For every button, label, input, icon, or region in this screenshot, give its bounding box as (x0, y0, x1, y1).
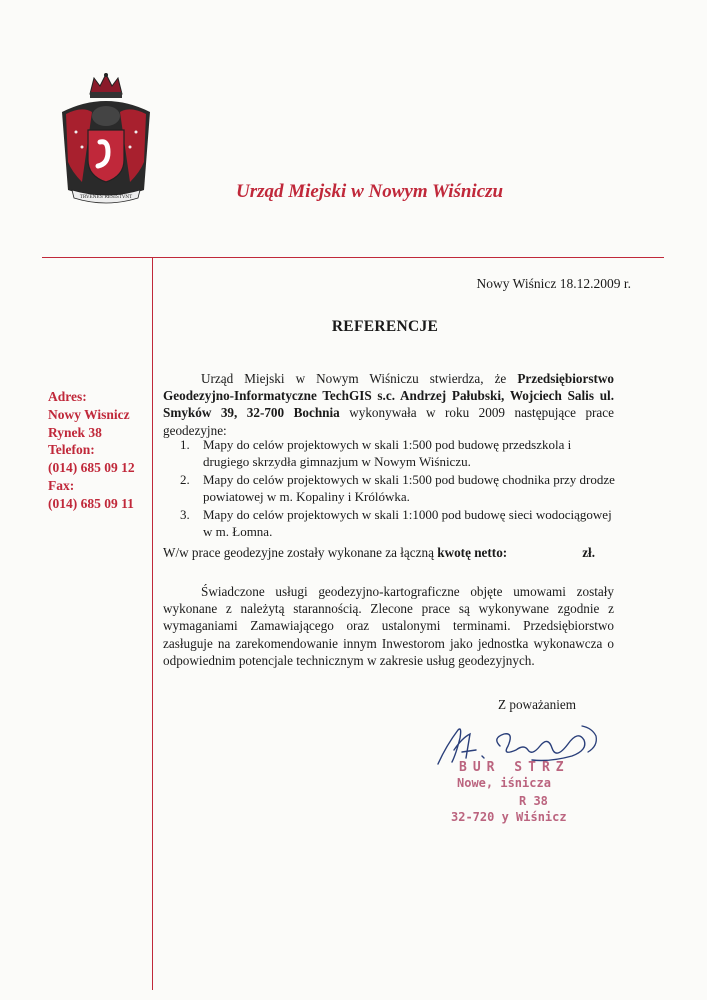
stamp-line-3: R 38 (519, 794, 548, 808)
list-item-number: 2. (180, 471, 190, 487)
stamp-line-4: 32-720 y Wiśnicz (451, 810, 567, 824)
list-item-text: Mapy do celów projektowych w skali 1:1000 pod budowę sieci wodociągowej w m. Łomna. (203, 506, 612, 540)
address-street: Rynek 38 (48, 424, 102, 440)
list-item (180, 471, 620, 505)
total-label: kwotę netto: (437, 545, 508, 560)
contact-sidebar (48, 388, 135, 513)
sidebar-divider (152, 257, 153, 990)
list-item-text: Mapy do celów projektowych w skali 1:500 pod budowę przedszkola i drugiego skrzydła gimnazjum w Nowym Wiśniczu. (203, 437, 572, 470)
list-item (180, 506, 620, 540)
list-item-text: Mapy do celów projektowych w skali 1:500 pod budowę chodnika przy drodze powiatowej w m. Kopaliny i Królówka. (203, 471, 615, 505)
letter-title: REFERENCJE (331, 318, 439, 335)
phone-label: Telefon: (48, 442, 95, 458)
official-stamp (447, 760, 622, 830)
header-divider (42, 257, 664, 258)
address-city: Nowy Wisnicz (48, 406, 130, 422)
regards-text: Z poważaniem (498, 697, 576, 712)
fax-label: Fax: (48, 477, 75, 493)
address-label: Adres: (48, 389, 87, 404)
list-item-number: 1. (180, 437, 190, 452)
intro-suffix: wykonywała w roku 2009 następujące prace geodezyjne: (163, 405, 614, 438)
intro-prefix: Urząd Miejski w Nowym Wiśniczu stwierdza, że (201, 371, 518, 386)
crest-motto: TRVENES RESISTVNT (79, 195, 133, 200)
total-prefix: W/w prace geodezyjne zostały wykonane za łączną (163, 545, 438, 560)
list-item (180, 436, 620, 470)
total-amount-line (163, 545, 595, 561)
fax-number: (014) 685 09 11 (48, 495, 134, 511)
coat-of-arms-icon (52, 72, 160, 212)
company-name: Przedsiębiorstwo Geodezyjno-Informatyczne TechGIS s.c. Andrzej Pałubski, Wojciech Salis ul. Smyków 39, 32-700 Bochnia (163, 371, 614, 421)
works-list (180, 436, 620, 541)
phone-number: (014) 685 09 12 (48, 460, 135, 476)
intro-paragraph (163, 370, 614, 439)
office-title: Urząd Miejski w Nowym Wiśniczu (236, 181, 504, 202)
stamp-line-2: Nowe, iśnicza (457, 776, 551, 790)
letter-date: Nowy Wiśnicz 18.12.2009 r. (476, 276, 631, 291)
list-item-number: 3. (180, 506, 190, 522)
stamp-line-1: BUR STRZ (459, 760, 570, 775)
total-currency: zł. (582, 545, 596, 560)
closing-paragraph: Świadczone usługi geodezyjno-kartograficzne objęte umowami zostały wykonane z należytą starannością. Zlecone prace są wykonywane zgodnie z wymaganiami Zamawiającego oraz ustalonymi terminami. Przedsiębiorstwo zasługuje na zarekomendowanie innym Inwestorom jako jednostka wykonawcza o odpowiednim potencjale technicznym w zakresie usług geodezyjnych. (163, 584, 614, 668)
